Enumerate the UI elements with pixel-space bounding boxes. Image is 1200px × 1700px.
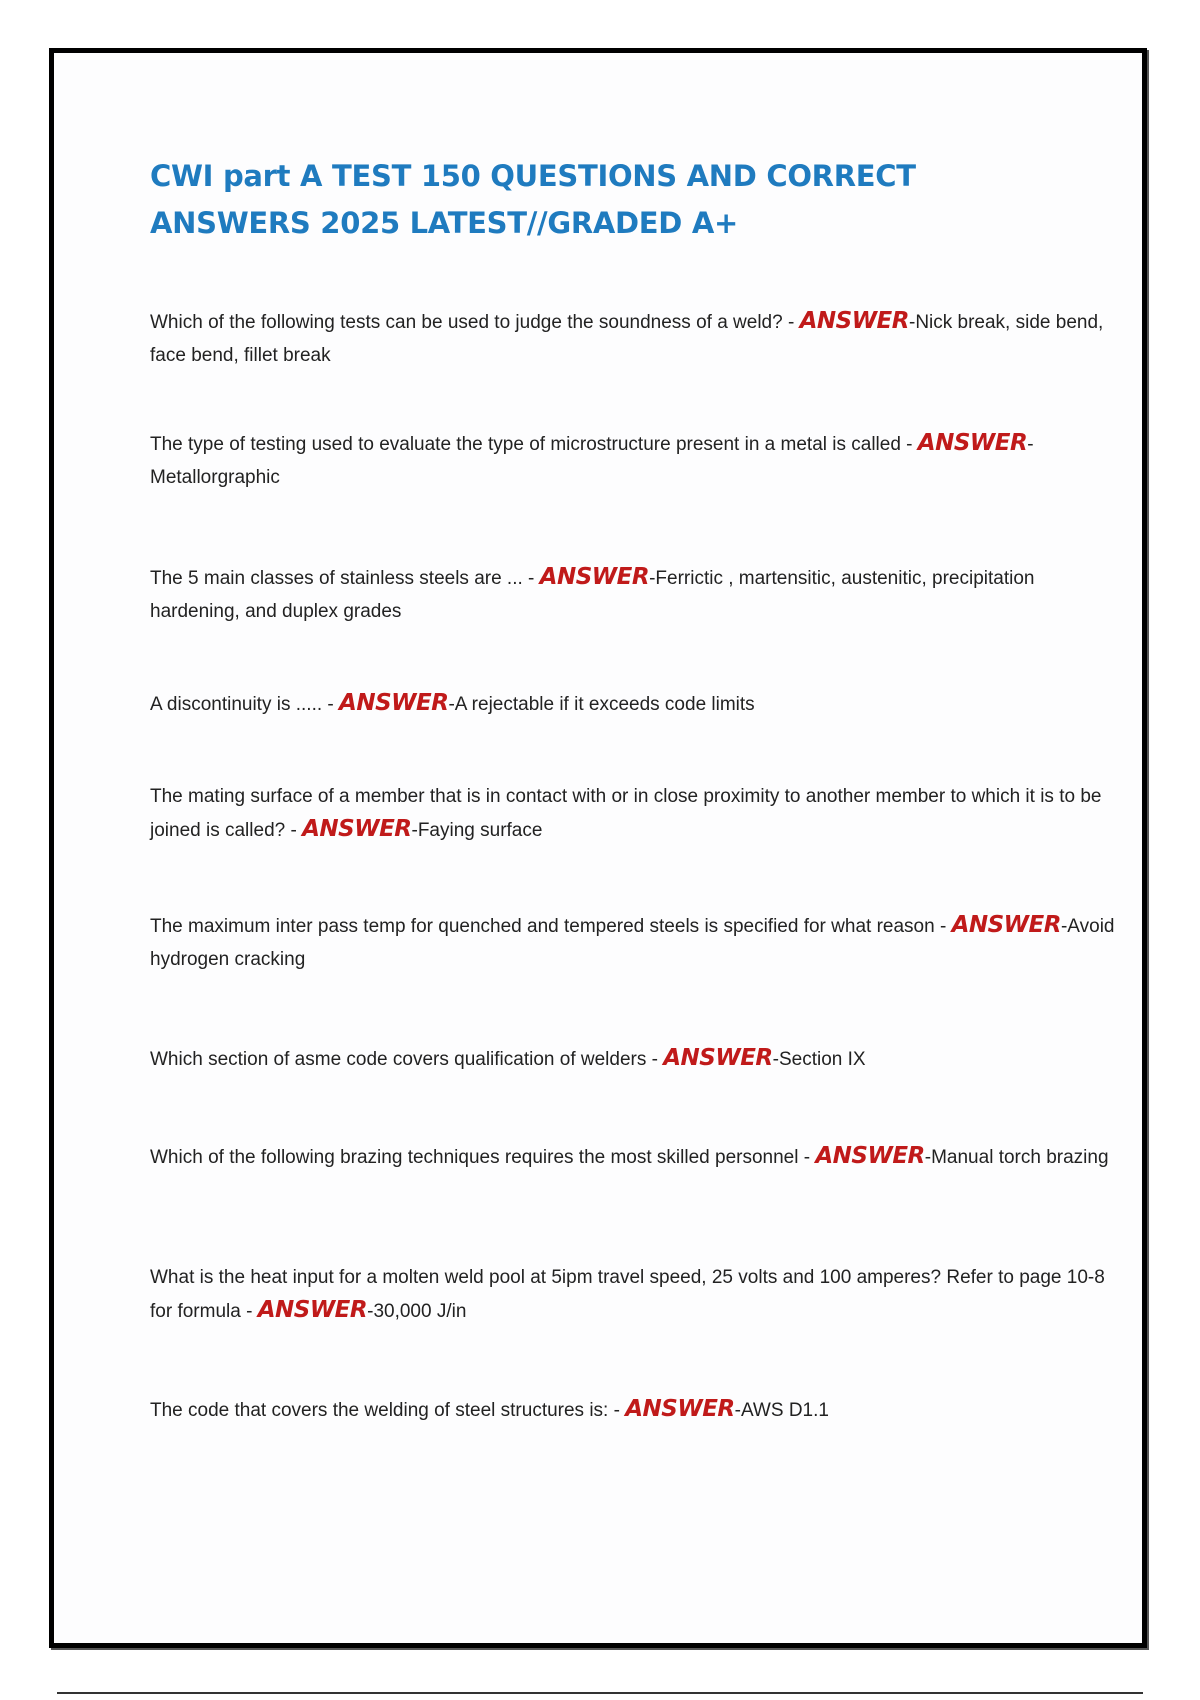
page-frame	[49, 48, 1147, 1648]
question-text: What is the heat input for a molten weld pool at 5ipm travel speed, 25 volts and 100 amperes? Refer to page 10-8 for formula -	[150, 1267, 1105, 1322]
qa-item: The type of testing used to evaluate the type of microstructure present in a metal is called - ANSWER-Metallorgraphic	[150, 430, 1034, 488]
answer-label: ANSWER	[951, 912, 1061, 938]
answer-text: Avoid hydrogen cracking	[150, 916, 1115, 970]
question-text: A discontinuity is ..... -	[150, 694, 334, 715]
answer-label: ANSWER	[663, 1045, 773, 1071]
question-text: The mating surface of a member that is in contact with or in close proximity to another member to which it is to be joined is called? -	[150, 786, 1102, 841]
answer-text: Ferrictic , martensitic, austenitic, precipitation hardening, and duplex grades	[150, 568, 1035, 622]
answer-text: Manual torch brazing	[931, 1147, 1109, 1168]
qa-item: The 5 main classes of stainless steels are ... - ANSWER-Ferrictic , martensitic, austenitic, precipitation hardening, and duplex grades	[150, 564, 1035, 622]
answer-label: ANSWER	[302, 816, 412, 842]
answer-label: ANSWER	[917, 430, 1028, 456]
qa-item: Which section of asme code covers qualification of welders - ANSWER-Section IX	[150, 1045, 866, 1071]
question-text: Which of the following tests can be used to judge the soundness of a weld? -	[150, 312, 795, 333]
qa-item: What is the heat input for a molten weld pool at 5ipm travel speed, 25 volts and 100 amperes? Refer to page 10-8 for formula - ANSWER-30,000 J/in	[150, 1267, 1105, 1323]
qa-item: Which of the following tests can be used to judge the soundness of a weld? - ANSWER-Nick break, side bend, face bend, fillet break	[150, 308, 1104, 366]
answer-label: ANSWER	[539, 564, 650, 590]
document-title: CWI part A TEST 150 QUESTIONS AND CORRECT ANSWERS 2025 LATEST//GRADED A+	[150, 159, 916, 240]
question-text: The maximum inter pass temp for quenched and tempered steels is specified for what reason -	[150, 916, 947, 937]
document-content	[150, 153, 1050, 247]
question-text: The 5 main classes of stainless steels are ... -	[150, 568, 535, 589]
answer-text: Metallorgraphic	[150, 467, 280, 488]
answer-text: A rejectable if it exceeds code limits	[454, 694, 755, 715]
question-text: The type of testing used to evaluate the type of microstructure present in a metal is called -	[150, 434, 913, 455]
answer-text: Section IX	[778, 1049, 866, 1070]
qa-item: Which of the following brazing techniques requires the most skilled personnel - ANSWER-Manual torch brazing	[150, 1143, 1109, 1169]
qa-item: The code that covers the welding of steel structures is: - ANSWER-AWS D1.1	[150, 1396, 829, 1422]
answer-text: Nick break, side bend, face bend, fillet break	[150, 312, 1104, 366]
answer-label: ANSWER	[799, 308, 909, 334]
qa-item: A discontinuity is ..... - ANSWER-A rejectable if it exceeds code limits	[150, 690, 755, 716]
answer-label: ANSWER	[625, 1396, 735, 1422]
answer-label: ANSWER	[257, 1297, 368, 1323]
qa-item: The maximum inter pass temp for quenched and tempered steels is specified for what reason - ANSWER-Avoid hydrogen cracking	[150, 912, 1115, 970]
bottom-divider	[57, 1692, 1143, 1694]
question-text: The code that covers the welding of steel structures is: -	[150, 1400, 620, 1421]
question-text: Which section of asme code covers qualification of welders -	[150, 1049, 658, 1070]
question-text: Which of the following brazing techniques requires the most skilled personnel -	[150, 1147, 811, 1168]
answer-text: Faying surface	[417, 820, 543, 841]
answer-label: ANSWER	[339, 690, 449, 716]
answer-text: AWS D1.1	[740, 1400, 829, 1421]
qa-item: The mating surface of a member that is in contact with or in close proximity to another member to which it is to be joined is called? - ANSWER-Faying surface	[150, 786, 1102, 842]
answer-label: ANSWER	[815, 1143, 925, 1169]
answer-text: 30,000 J/in	[373, 1301, 467, 1322]
